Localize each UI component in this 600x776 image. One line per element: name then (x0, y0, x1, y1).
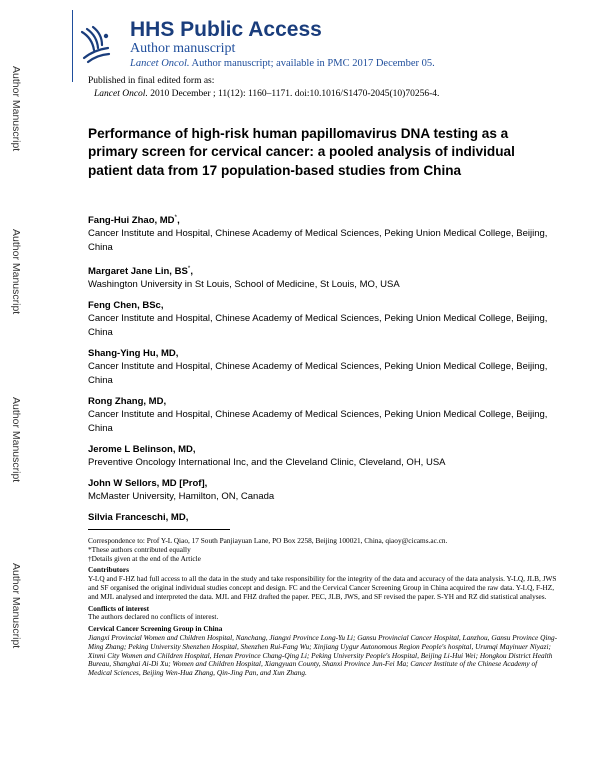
footnote-divider (88, 529, 230, 530)
contributors-text: Y-LQ and F-HZ had full access to all the data in the study and take responsibility for the integrity of the data and accuracy of the data analysis. Y-LQ, JLB, JWS and SF organised the original individual studies concept and design. FC and the Cervical Cancer Screening Group in China acquired the raw data. Y-LQ, F-HZ, and MJL analysed and interpreted the data. MJL and FHZ drafted the paper. PEC, JLB, JWS, and SF revised the paper. S-YH and RZ did statistical analyses. (88, 574, 557, 601)
author-list (88, 211, 548, 531)
author-affiliation: Cancer Institute and Hospital, Chinese Academy of Medical Sciences, Peking Union Medical College, Beijing, China (88, 409, 548, 435)
author-affiliation: Cancer Institute and Hospital, Chinese Academy of Medical Sciences, Peking Union Medical College, Beijing, China (88, 313, 548, 339)
author-name-text: Feng Chen, BSc (88, 300, 161, 312)
author-affiliation: Washington University in St Louis, School of Medicine, St Louis, MO, USA (88, 279, 400, 291)
author-name-text: Margaret Jane Lin, BS (88, 266, 188, 278)
author-entry (88, 511, 548, 524)
author-affiliation: Cancer Institute and Hospital, Chinese Academy of Medical Sciences, Peking Union Medical College, Beijing, China (88, 361, 548, 387)
footnotes (88, 537, 558, 678)
sidebar-author-manuscript-1: Author Manuscript (10, 66, 22, 152)
hhs-eagle-logo-icon (78, 24, 112, 64)
author-name: Shang-Ying Hu, MD, (88, 348, 179, 360)
citation (88, 88, 439, 101)
author-name-text: Shang-Ying Hu, MD (88, 348, 176, 360)
correspondence-note: Correspondence to: Prof Y-L Qiao, 17 South Panjiayuan Lane, PO Box 2258, Beijing 100021, China, qiaoy@cicams.ac.cn. (88, 536, 448, 545)
author-affiliation: McMaster University, Hamilton, ON, Canada (88, 491, 275, 503)
author-name-text: John W Sellors, MD [Prof] (88, 478, 205, 490)
author-entry (88, 299, 548, 340)
author-name-text: Rong Zhang, MD (88, 396, 164, 408)
author-manuscript-subtitle: Author manuscript (130, 41, 236, 56)
author-footnote-mark: * (174, 214, 178, 221)
author-name: Feng Chen, BSc, (88, 300, 164, 312)
conflicts-text: The authors declared no conflicts of interest. (88, 612, 219, 622)
author-entry (88, 211, 548, 255)
author-affiliation: Cancer Institute and Hospital, Chinese Academy of Medical Sciences, Peking Union Medical College, Beijing, China (88, 228, 548, 254)
author-name: Fang-Hui Zhao, MD*, (88, 214, 180, 227)
screening-group-heading: Cervical Cancer Screening Group in China (88, 624, 223, 634)
author-entry (88, 262, 548, 292)
author-entry (88, 347, 548, 388)
conflicts-heading: Conflicts of interest (88, 603, 150, 613)
author-name-text: Jerome L Belinson, MD (88, 444, 193, 456)
sidebar-author-manuscript-4: Author Manuscript (10, 563, 22, 649)
header-divider (72, 10, 73, 82)
author-entry (88, 395, 548, 436)
author-name: Rong Zhang, MD, (88, 396, 167, 408)
sidebar-author-manuscript-2: Author Manuscript (10, 229, 22, 315)
publication-info (88, 75, 439, 100)
sidebar-author-manuscript-3: Author Manuscript (10, 397, 22, 483)
author-name: John W Sellors, MD [Prof], (88, 478, 208, 490)
equal-contribution-note: *These authors contributed equally (88, 544, 191, 554)
author-entry (88, 477, 548, 504)
journal-availability (130, 58, 435, 69)
author-name: Margaret Jane Lin, BS*, (88, 265, 193, 278)
author-footnote-mark: * (187, 265, 191, 273)
citation-journal: Lancet Oncol. (94, 88, 148, 99)
hhs-public-access-title: HHS Public Access (130, 18, 322, 41)
journal-name: Lancet Oncol. (130, 58, 190, 69)
author-name: Silvia Franceschi, MD, (88, 512, 189, 524)
published-label: Published in final edited form as: (88, 76, 215, 86)
screening-group-text: Jiangxi Provincial Women and Children Hospital, Nanchang, Jiangxi Province Long-Yu Li; Gansu Provincial Cancer Hospital, Lanzhou, Gansu Province Qing-Ming Zhang; Peking University Shenzhen Hospital, Shenzhen Rui-Fang Wu; Xinjiang Uygur Autonomous Region People's hospital, Urumqi Mayinuer Niyazi; Xinmi City Women and Children Hospital, Henan Province Chang-Qing Li; Peking University People's Hospital, Beijing Li-Hui Wei; Hongkou District Health Bureau, Shanghai Ai-Di Xu; Women and Children Hospital, Xiangyuan County, Shanxi Province Jun-Fei Ma; Cancer Institute of the Chinese Academy of Medical Sciences, Beijing Wen-Hua Zhang, Qin-Jing Pan, and Xun Zhang. (88, 632, 558, 678)
author-name-text: Silvia Franceschi, MD (88, 512, 186, 524)
details-note: †Details given at the end of the Article (88, 553, 201, 563)
author-entry (88, 443, 548, 470)
author-affiliation: Preventive Oncology International Inc, and the Cleveland Clinic, Cleveland, OH, USA (88, 457, 446, 469)
author-name-text: Fang-Hui Zhao, MD (88, 215, 175, 227)
citation-details: 2010 December ; 11(12): 1160–1171. doi:10.1016/S1470-2045(10)70256-4. (147, 88, 440, 99)
contributors-heading: Contributors (88, 565, 129, 575)
author-name: Jerome L Belinson, MD, (88, 444, 196, 456)
article-title: Performance of high-risk human papillomavirus DNA testing as a primary screen for cervical cancer: a pooled analysis of individual patient data from 17 population-based studies from China (88, 126, 515, 178)
availability-text: Author manuscript; available in PMC 2017 December 05. (189, 58, 435, 69)
